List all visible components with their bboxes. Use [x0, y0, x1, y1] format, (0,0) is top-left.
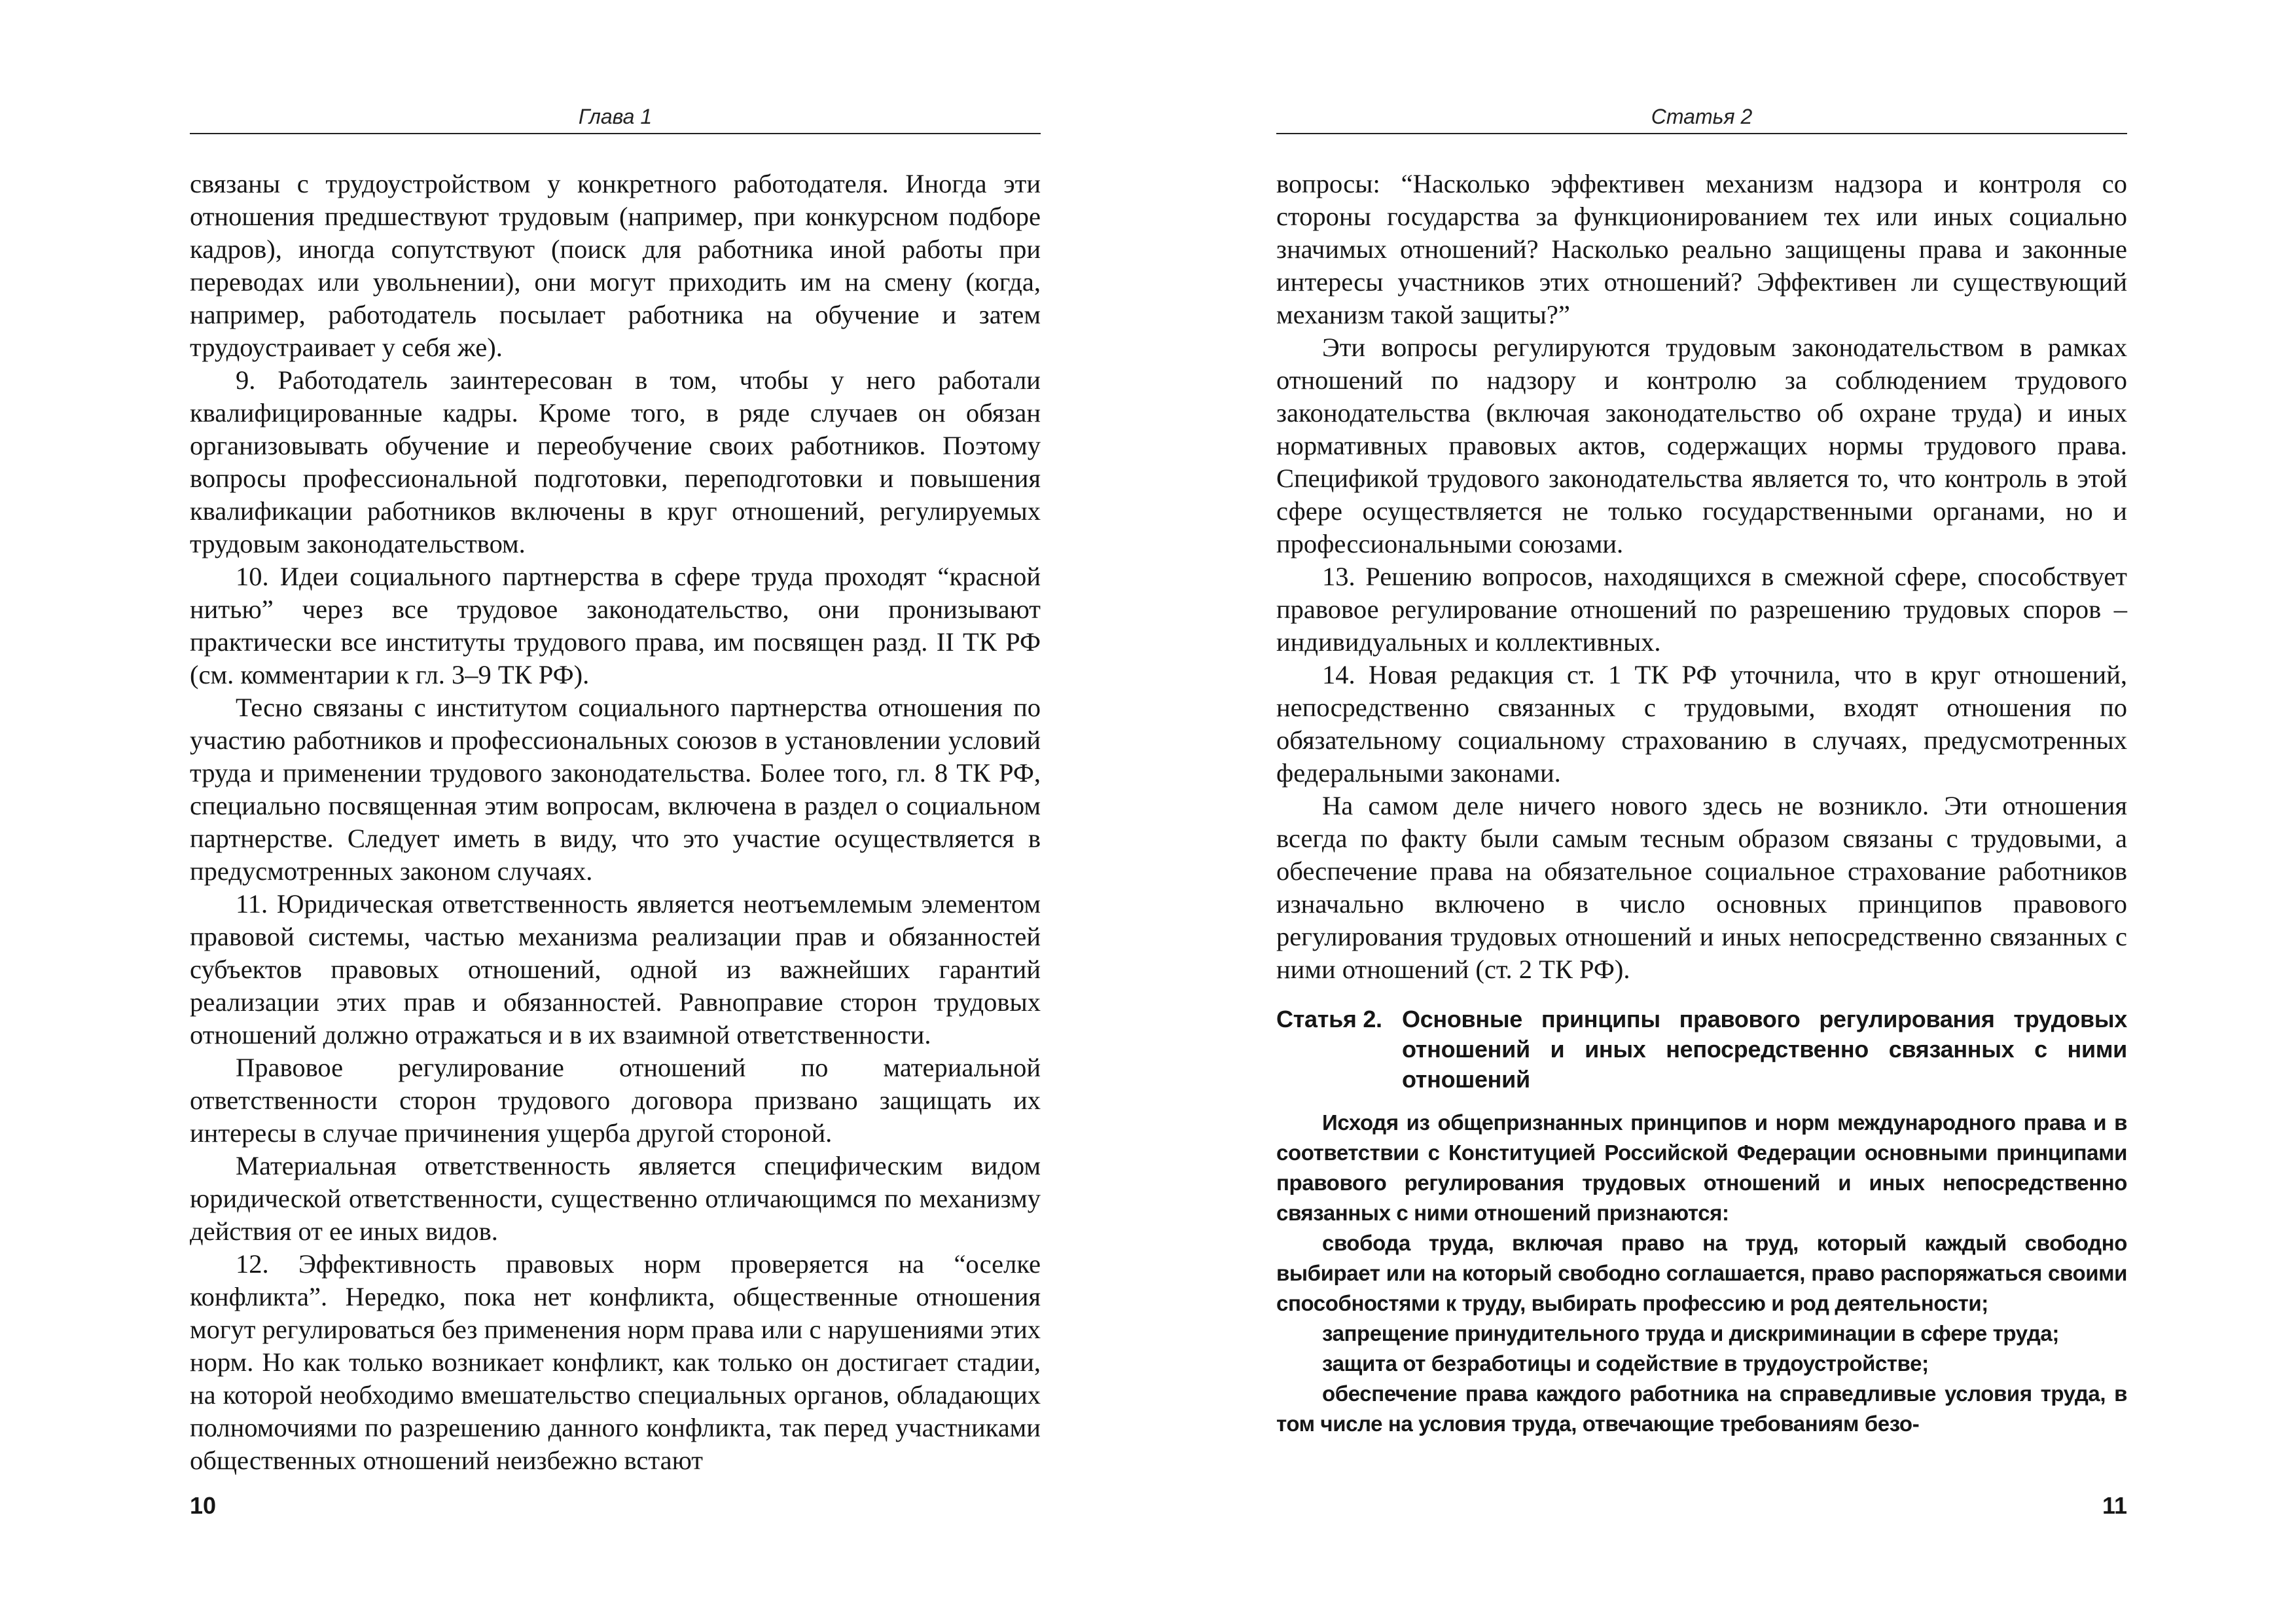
running-header-right: Статья 2 [1651, 105, 1753, 128]
paragraph: Эти вопросы регулируются трудовым законодательством в рамках отношений по надзору и контролю за соблюдением трудового законодательства (включая законодательство об охране труда) и иных нормативных правовых актов, содержащих нормы трудового права. Спецификой трудового законодательства является то, что контроль в этой сфере осуществляется не только государственными органами, но и профессиональными союзами. [1276, 333, 2127, 558]
paragraph: 14. Новая редакция ст. 1 ТК РФ уточнила, что в круг отношений, непосредственно связанных с трудовыми, входят отношения по обязательному социальному страхованию в случаях, предусмотренных федеральными законами. [1276, 660, 2127, 788]
right-page-body [1276, 168, 2127, 1439]
norm-paragraph: свобода труда, включая право на труд, который каждый свободно выбирает или на который свободно соглашается, право распоряжаться своими способностями к труду, выбирать профессию и род деятельности; [1276, 1231, 2127, 1315]
article-norm-text [1276, 1108, 2127, 1439]
paragraph: связаны с трудоустройством у конкретного работодателя. Иногда эти отношения предшествуют трудовым (например, при конкурсном подборе кадров), иногда сопутствуют (поиск для работника иной работы при переводах или увольнении), они могут приходить им на смену (когда, например, работодатель посылает работника на обучение и затем трудоустраивает у себя же). [190, 169, 1041, 362]
norm-paragraph: защита от безработицы и содействие в трудоустройстве; [1322, 1351, 1929, 1376]
page-number-right: 11 [2102, 1492, 2127, 1519]
header-rule-right [1276, 133, 2127, 134]
norm-paragraph: обеспечение права каждого работника на справедливые условия труда, в том числе на условия труда, отвечающие требованиям безо- [1276, 1381, 2127, 1436]
page-number-left: 10 [190, 1492, 217, 1519]
paragraph: 9. Работодатель заинтересован в том, чтобы у него работали квалифицированные кадры. Кроме того, в ряде случаев он обязан организовывать обучение и переобучение своих работников. Поэтому вопросы профессиональной подготовки, переподготовки и повышения квалификации работников включены в круг отношений, регулируемых трудовым законодательством. [190, 365, 1041, 558]
paragraph: Правовое регулирование отношений по материальной ответственности сторон трудового договора призвано защищать их интересы в случае причинения ущерба другой стороной. [190, 1053, 1041, 1148]
article-heading [1276, 1004, 2127, 1095]
paragraph: 10. Идеи социального партнерства в сфере труда проходят “красной нитью” через все трудовое законодательство, они пронизывают практически все институты трудового права, им посвящен разд. II ТК РФ (см. комментарии к гл. 3–9 ТК РФ). [190, 562, 1041, 689]
article-label: Статья 2. [1276, 1006, 1382, 1032]
left-page [190, 0, 1041, 1623]
paragraph: 11. Юридическая ответственность является неотъемлемым элементом правовой системы, частью механизма реализации прав и обязанностей субъектов правовых отношений, одной из важнейших гарантий реализации этих прав и обязанностей. Равноправие сторон трудовых отношений должно отражаться и в их взаимной ответственности. [190, 889, 1041, 1049]
paragraph: 13. Решению вопросов, находящихся в смежной сфере, способствует правовое регулирование отношений по разрешению трудовых споров – индивидуальных и коллективных. [1276, 562, 2127, 657]
right-page [1276, 0, 2127, 1623]
norm-paragraph: запрещение принудительного труда и дискриминации в сфере труда; [1322, 1321, 2059, 1345]
running-header-left: Глава 1 [578, 105, 653, 128]
header-rule-left [190, 133, 1041, 134]
paragraph: На самом деле ничего нового здесь не возникло. Эти отношения всегда по факту были самым тесным образом связаны с трудовыми, а обеспечение права на обязательное социальное страхование работников изначально включено в число основных принципов правового регулирования трудовых отношений и иных непосредственно связанных с ними отношений (ст. 2 ТК РФ). [1276, 791, 2127, 984]
paragraph: Тесно связаны с институтом социального партнерства отношения по участию работников и профессиональных союзов в установлении условий труда и применении трудового законодательства. Более того, гл. 8 ТК РФ, специально посвященная этим вопросам, включена в раздел о социальном партнерстве. Следует иметь в виду, что это участие осуществляется в предусмотренных законом случаях. [190, 693, 1041, 886]
article-title: Основные принципы правового регулирования трудовых отношений и иных непосредственно связанных с ними отношений [1402, 1006, 2127, 1093]
norm-paragraph: Исходя из общепризнанных принципов и норм международного права и в соответствии с Конституцией Российской Федерации основными принципами правового регулирования трудовых отношений и иных непосредственно связанных с ними отношений признаются: [1276, 1110, 2127, 1225]
paragraph: 12. Эффективность правовых норм проверяется на “оселке конфликта”. Нередко, пока нет конфликта, общественные отношения могут регулироваться без применения норм права или с нарушениями этих норм. Но как только возникает конфликт, как только он достигает стадии, на которой необходимо вмешательство специальных органов, обладающих полномочиями по разрешению данного конфликта, так перед участниками общественных отношений неизбежно встают [190, 1249, 1041, 1475]
paragraph: вопросы: “Насколько эффективен механизм надзора и контроля со стороны государства за функционированием тех или иных социально значимых отношений? Насколько реально защищены права и законные интересы участников этих отношений? Эффективен ли существующий механизм такой защиты?” [1276, 169, 2127, 329]
paragraph: Материальная ответственность является специфическим видом юридической ответственности, существенно отличающимся по механизму действия от ее иных видов. [190, 1151, 1041, 1246]
left-page-body [190, 168, 1041, 1477]
